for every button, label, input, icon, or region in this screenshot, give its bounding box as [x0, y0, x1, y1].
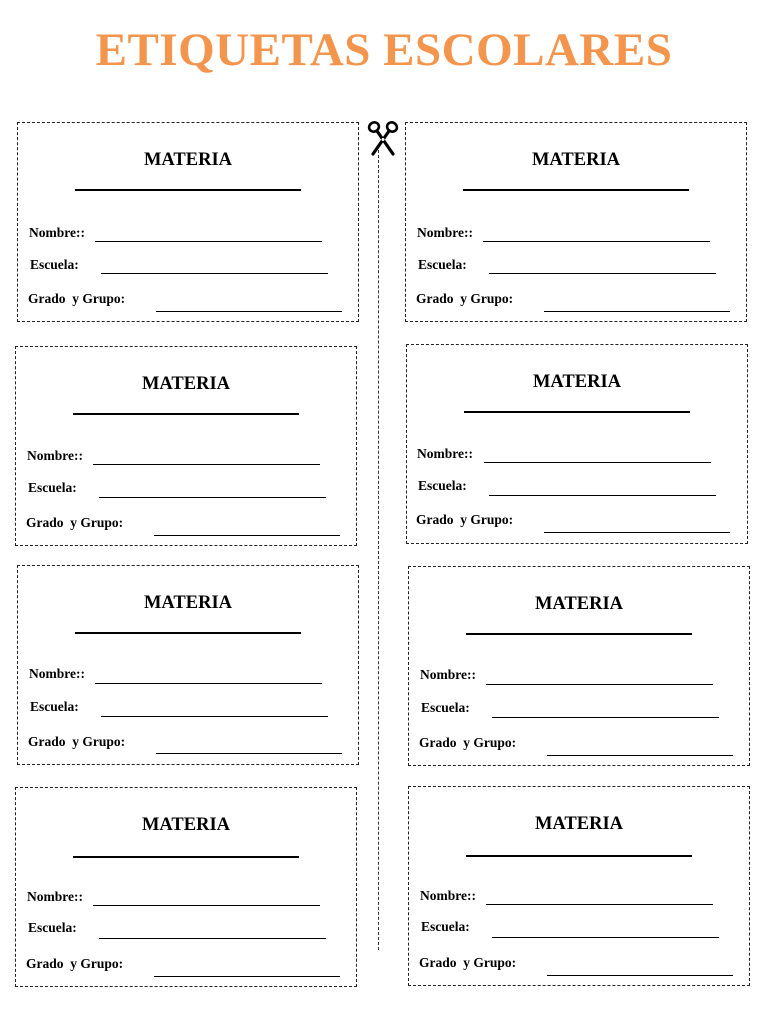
label-card	[408, 786, 750, 986]
school-blank-line[interactable]	[489, 273, 716, 274]
name-blank-line[interactable]	[93, 905, 320, 906]
school-label: Escuela:	[30, 257, 79, 272]
grade-group-blank-line[interactable]	[547, 755, 733, 756]
subject-heading: MATERIA	[141, 374, 231, 394]
subject-blank-line[interactable]	[73, 856, 299, 858]
grade-group-label: Grado y Grupo:	[416, 512, 514, 527]
name-blank-line[interactable]	[486, 904, 713, 905]
grade-group-blank-line[interactable]	[156, 753, 342, 754]
school-blank-line[interactable]	[492, 937, 719, 938]
name-label: Nombre::	[29, 225, 85, 240]
name-blank-line[interactable]	[95, 683, 322, 684]
name-blank-line[interactable]	[483, 241, 710, 242]
label-card	[17, 122, 359, 322]
school-label: Escuela:	[418, 478, 467, 493]
name-label: Nombre::	[27, 889, 83, 904]
name-blank-line[interactable]	[484, 462, 711, 463]
grade-group-blank-line[interactable]	[547, 975, 733, 976]
cut-line	[378, 150, 379, 950]
grade-group-blank-line[interactable]	[154, 976, 340, 977]
school-label: Escuela:	[421, 700, 470, 715]
name-label: Nombre::	[417, 225, 473, 240]
grade-group-label: Grado y Grupo:	[28, 734, 126, 749]
name-blank-line[interactable]	[486, 684, 713, 685]
label-card	[406, 344, 748, 544]
subject-heading: MATERIA	[534, 594, 624, 614]
label-card	[17, 565, 359, 765]
grade-group-blank-line[interactable]	[544, 532, 730, 533]
grade-group-label: Grado y Grupo:	[28, 291, 126, 306]
grade-group-blank-line[interactable]	[154, 535, 340, 536]
scissors-icon	[366, 120, 400, 158]
label-card	[405, 122, 747, 322]
subject-heading: MATERIA	[143, 593, 233, 613]
subject-heading: MATERIA	[534, 814, 624, 834]
subject-heading: MATERIA	[532, 372, 622, 392]
subject-blank-line[interactable]	[464, 411, 690, 413]
name-label: Nombre::	[420, 888, 476, 903]
name-blank-line[interactable]	[93, 464, 320, 465]
label-card	[408, 566, 750, 766]
school-blank-line[interactable]	[101, 273, 328, 274]
school-blank-line[interactable]	[489, 495, 716, 496]
school-blank-line[interactable]	[101, 716, 328, 717]
school-blank-line[interactable]	[492, 717, 719, 718]
label-card	[15, 346, 357, 546]
subject-blank-line[interactable]	[75, 632, 301, 634]
subject-blank-line[interactable]	[73, 413, 299, 415]
school-label: Escuela:	[28, 920, 77, 935]
grade-group-label: Grado y Grupo:	[416, 291, 514, 306]
subject-blank-line[interactable]	[466, 633, 692, 635]
grade-group-label: Grado y Grupo:	[419, 955, 517, 970]
subject-blank-line[interactable]	[75, 189, 301, 191]
grade-group-blank-line[interactable]	[544, 311, 730, 312]
subject-heading: MATERIA	[531, 150, 621, 170]
name-label: Nombre::	[27, 448, 83, 463]
school-label: Escuela:	[421, 919, 470, 934]
grade-group-blank-line[interactable]	[156, 311, 342, 312]
name-label: Nombre::	[417, 446, 473, 461]
subject-blank-line[interactable]	[463, 189, 689, 191]
subject-heading: MATERIA	[143, 150, 233, 170]
grade-group-label: Grado y Grupo:	[419, 735, 517, 750]
school-label: Escuela:	[418, 257, 467, 272]
name-label: Nombre::	[420, 667, 476, 682]
name-label: Nombre::	[29, 666, 85, 681]
page-title: ETIQUETAS ESCOLARES	[95, 24, 673, 76]
school-blank-line[interactable]	[99, 497, 326, 498]
school-label: Escuela:	[30, 699, 79, 714]
grade-group-label: Grado y Grupo:	[26, 515, 124, 530]
school-blank-line[interactable]	[99, 938, 326, 939]
school-label: Escuela:	[28, 480, 77, 495]
label-card	[15, 787, 357, 987]
subject-blank-line[interactable]	[466, 855, 692, 857]
grade-group-label: Grado y Grupo:	[26, 956, 124, 971]
subject-heading: MATERIA	[141, 815, 231, 835]
name-blank-line[interactable]	[95, 241, 322, 242]
